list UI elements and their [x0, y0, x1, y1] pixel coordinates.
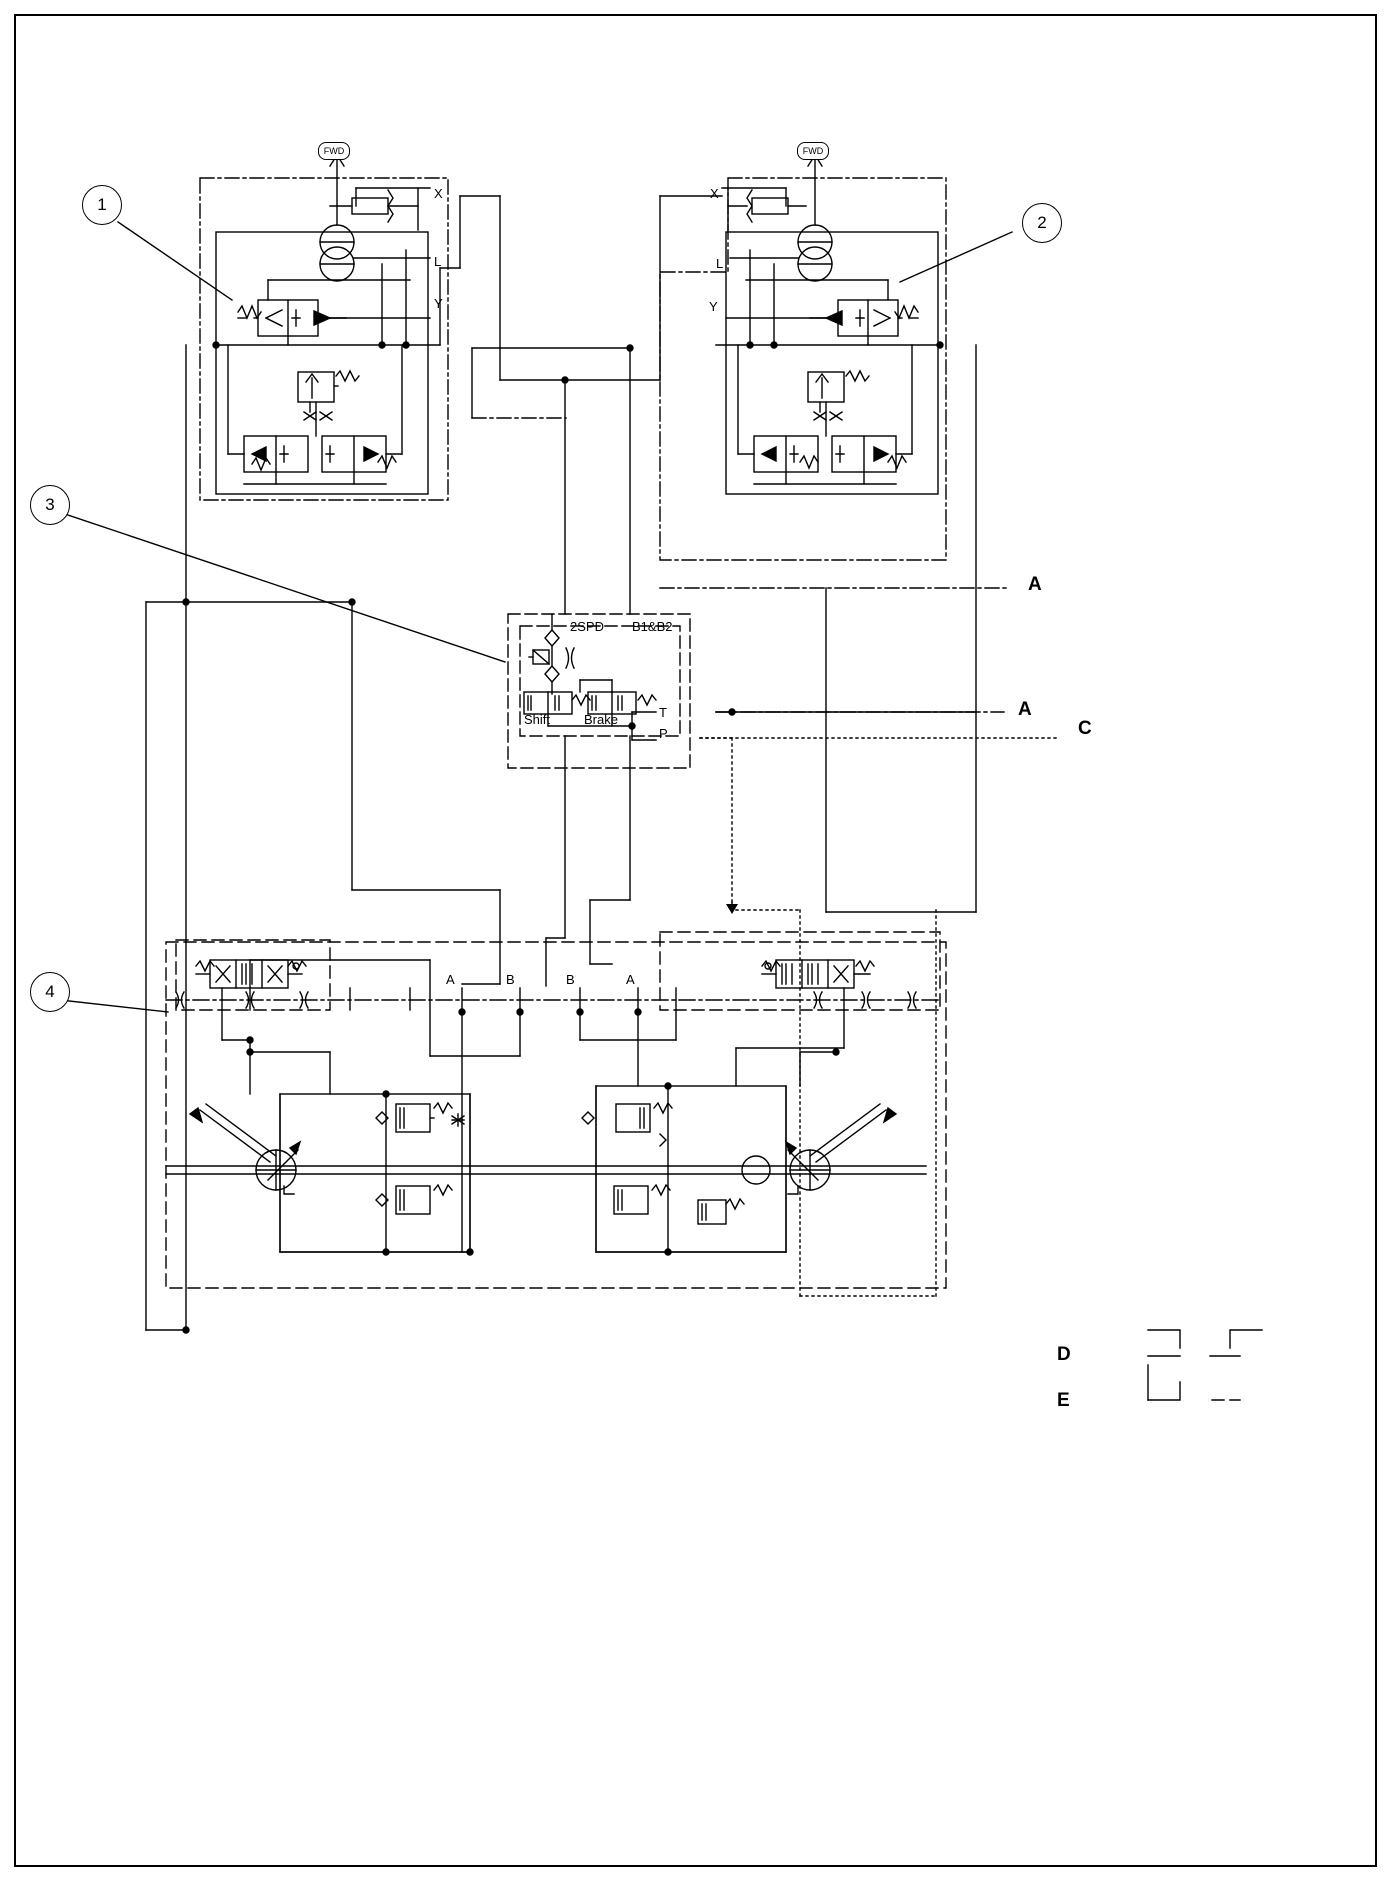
legend-lines [1148, 1330, 1262, 1400]
port-label-l-right: L [716, 256, 724, 271]
callout-3 [30, 485, 70, 525]
callout-4 [30, 972, 70, 1012]
port-label-x-left: X [434, 186, 443, 201]
right-motor-assembly [660, 155, 946, 560]
left-motor-assembly [200, 155, 448, 500]
port-label-p: P [659, 726, 668, 741]
callout-3-label: 3 [45, 495, 55, 514]
two-speed-brake-manifold [508, 614, 690, 768]
fwd-label-left: FWD [323, 146, 345, 156]
callout-1 [82, 185, 122, 225]
callout-1-label: 1 [97, 195, 107, 214]
port-label-x-right: X [710, 186, 719, 201]
legend-label-d: D [1057, 1344, 1071, 1365]
boundary-label-c: C [1078, 718, 1092, 739]
port-label-y-right: Y [709, 299, 718, 314]
label-2spd: 2SPD [570, 619, 604, 634]
fwd-tag-left [318, 142, 350, 160]
port-label-b-1: B [506, 972, 515, 987]
boundary-a-lines [660, 588, 1010, 712]
boundary-label-a-top: A [1028, 574, 1042, 595]
fwd-tag-right [797, 142, 829, 160]
dotted-control-lines [700, 738, 1060, 1296]
fwd-label-right: FWD [802, 146, 824, 156]
pump-assembly [166, 932, 946, 1288]
legend-label-e: E [1057, 1390, 1070, 1411]
callout-2 [1022, 203, 1062, 243]
port-label-t: T [659, 705, 667, 720]
port-label-a-1: A [446, 972, 455, 987]
label-shift: Shift [524, 712, 551, 727]
port-label-y-left: Y [434, 296, 443, 311]
label-brake: Brake [584, 712, 618, 727]
callout-2-label: 2 [1037, 213, 1047, 232]
port-label-b-2: B [566, 972, 575, 987]
port-label-a-2: A [626, 972, 635, 987]
boundary-label-a-mid: A [1018, 699, 1032, 720]
label-b1b2: B1&B2 [632, 619, 673, 634]
port-label-l-left: L [434, 254, 442, 269]
callout-4-label: 4 [45, 982, 55, 1001]
callout-leaders [60, 222, 1012, 1012]
